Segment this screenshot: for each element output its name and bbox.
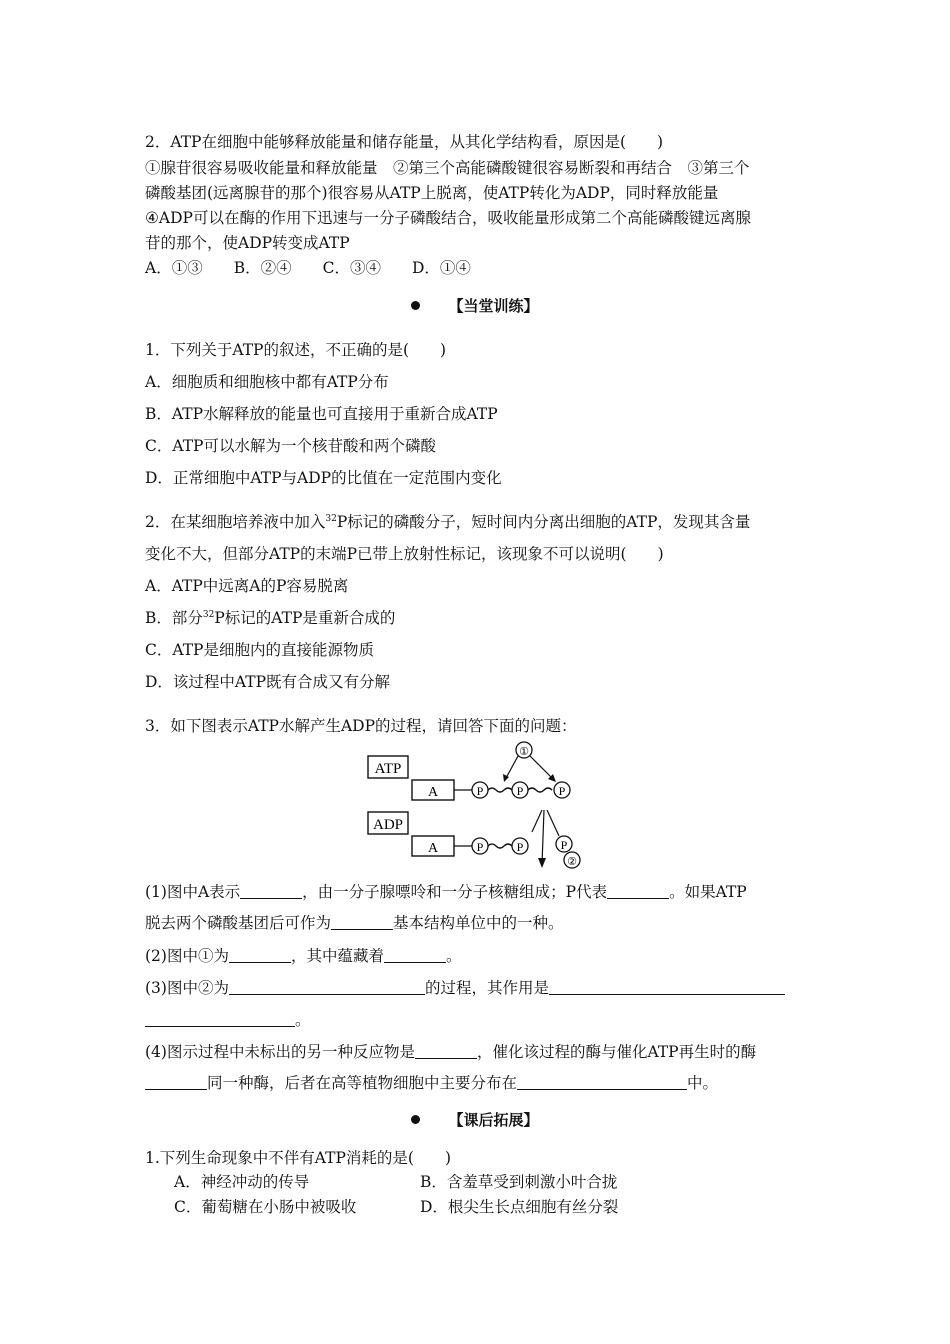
question-text-line: 磷酸基团(远离腺苷的那个)很容易从ATP上脱离，使ATP转化为ADP，同时释放能量 [145,184,719,202]
atp-hydrolysis-diagram [366,740,596,870]
question-text-line: 苷的那个，使ADP转变成ATP [145,234,350,252]
question-stem: 2．ATP在细胞中能够释放能量和储存能量，从其化学结构看，原因是( ) [145,133,664,151]
question-text-line: 变化不大，但部分ATP的末端P已带上放射性标记，该现象不可以说明( ) [145,545,664,563]
phosphate-label: P [476,784,484,798]
answer-blank[interactable] [331,915,393,930]
option-a: A．神经冲动的传导 [174,1173,310,1191]
option-b: B．含羞草受到刺激小叶合拢 [420,1173,618,1191]
option-c: C．葡萄糖在小肠中被吸收 [174,1198,357,1216]
option-a: A．细胞质和细胞核中都有ATP分布 [145,373,389,391]
answer-blank[interactable] [240,884,302,899]
question-stem: 3．如下图表示ATP水解产生ADP的过程，请回答下面的问题： [145,717,577,735]
section-title: 【当堂训练】 [448,297,539,315]
sub-question-2: (2)图中①为 ，其中蕴藏着 。 [145,947,462,965]
answer-blank[interactable] [517,1075,687,1090]
question-stem: 1.下列生命现象中不伴有ATP消耗的是( ) [145,1149,451,1167]
option-d: D．根尖生长点细胞有丝分裂 [420,1198,619,1216]
section-heading [0,1110,950,1130]
question-text-line: ①腺苷很容易吸收能量和释放能量 ②第三个高能磷酸键很容易断裂和再结合 ③第三个 [145,159,750,177]
marker-1-label: ① [519,746,529,758]
sub-question-1: (1)图中A表示 ，由一分子腺嘌呤和一分子核糖组成；P代表 。如果ATP [145,883,747,901]
option-b: B．部分$^{32}$P标记的ATP是重新合成的 [145,609,396,627]
phosphate-label: P [476,840,484,854]
marker-2-label: ② [567,856,577,868]
phosphate-label: P [560,838,568,852]
question-stem: 1．下列关于ATP的叙述，不正确的是( ) [145,341,447,359]
sub-question-3: (3)图中②为 的过程，其作用是 [145,978,785,998]
adenosine-box-label: A [427,785,439,800]
phosphate-label: P [516,840,524,854]
option-a: A．ATP中远离A的P容易脱离 [145,577,349,595]
adp-label: ADP [372,817,404,833]
adenosine-box-label: A [427,841,439,856]
answer-options: A．①③ B．②④ C．③④ D．①④ [145,259,471,277]
section-heading [0,296,950,316]
answer-blank[interactable] [415,1044,477,1059]
answer-blank[interactable] [384,948,446,963]
option-d: D．正常细胞中ATP与ADP的比值在一定范围内变化 [145,469,502,487]
bullet-icon [411,301,420,310]
option-b: B．ATP水解释放的能量也可直接用于重新合成ATP [145,405,498,423]
answer-blank[interactable] [229,948,291,963]
answer-blank[interactable] [607,884,669,899]
sub-question-1-cont: 脱去两个磷酸基团后可作为 基本结构单位中的一种。 [145,914,564,932]
atp-label: ATP [374,761,402,777]
question-stem: 2．在某细胞培养液中加入$^{32}$P标记的磷酸分子，短时间内分离出细胞的ATP，发现其含量 [145,513,751,531]
answer-blank[interactable] [229,980,425,995]
question-text-line: ④ADP可以在酶的作用下迅速与一分子磷酸结合，吸收能量形成第二个高能磷酸键远离腺 [145,209,751,227]
sub-question-3-cont: 。 [145,1010,311,1030]
option-c: C．ATP可以水解为一个核苷酸和两个磷酸 [145,437,436,455]
option-d: D．该过程中ATP既有合成又有分解 [145,673,391,691]
answer-blank[interactable] [145,1075,207,1090]
answer-blank[interactable] [549,980,785,995]
answer-blank[interactable] [145,1012,295,1027]
section-title: 【课后拓展】 [448,1111,539,1129]
phosphate-label: P [558,784,566,798]
sub-question-4-cont: 同一种酶，后者在高等植物细胞中主要分布在 中。 [145,1073,718,1093]
sub-question-4: (4)图示过程中未标出的另一种反应物是 ，催化该过程的酶与催化ATP再生时的酶 [145,1043,757,1061]
option-c: C．ATP是细胞内的直接能源物质 [145,641,374,659]
bullet-icon [411,1115,420,1124]
phosphate-label: P [516,784,524,798]
